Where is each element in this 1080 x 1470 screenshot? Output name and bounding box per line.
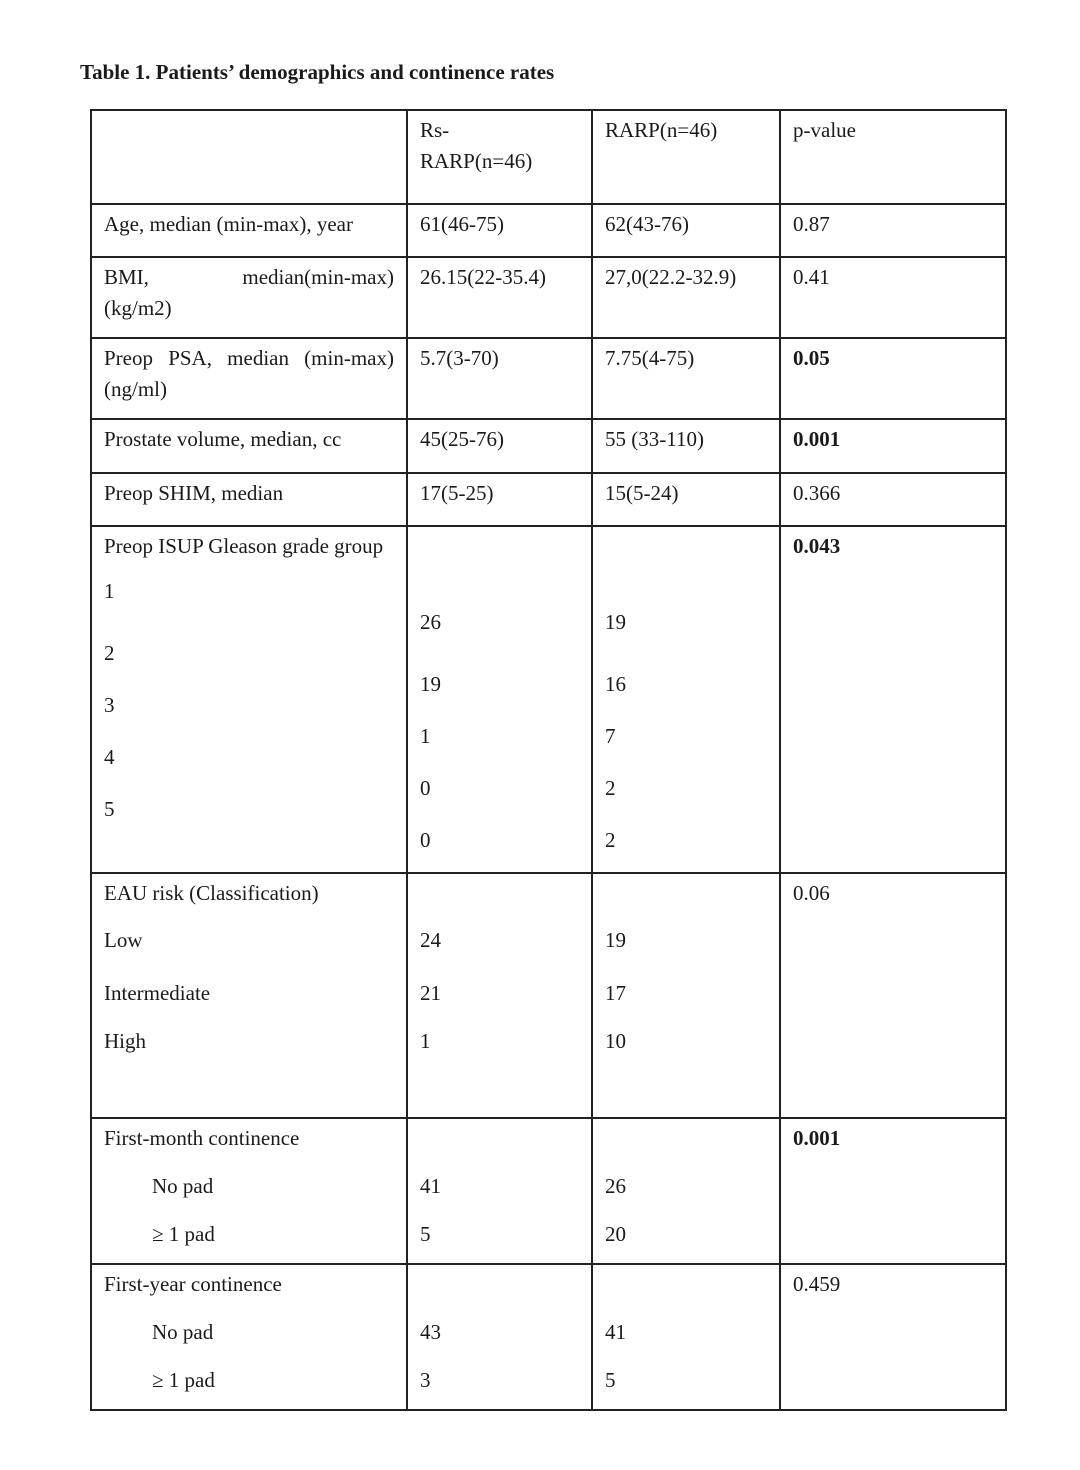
month-category: ≥ 1 pad	[152, 1222, 215, 1246]
row-label-part: (kg/m2)	[104, 296, 172, 320]
p-value: 0.366	[780, 473, 1006, 526]
rs-rarp-value: 45(25-76)	[407, 419, 592, 473]
rarp-value	[592, 526, 780, 873]
p-value: 0.06	[780, 873, 1006, 1118]
row-label	[91, 1264, 407, 1410]
isup-rarp-count: 19	[605, 610, 626, 634]
year-category: No pad	[152, 1320, 214, 1344]
header-rs-rarp-line2: RARP(n=46)	[420, 149, 533, 173]
header-empty-cell	[91, 110, 407, 204]
year-rarp-count: 41	[605, 1320, 626, 1344]
eau-category: Low	[104, 928, 143, 952]
rs-rarp-value	[407, 1264, 592, 1410]
rarp-value: 27,0(22.2-32.9)	[592, 257, 780, 338]
row-label: Preop SHIM, median	[91, 473, 407, 526]
year-category: ≥ 1 pad	[152, 1368, 215, 1392]
rarp-value	[592, 1118, 780, 1264]
month-rs-count: 41	[420, 1174, 441, 1198]
p-value: 0.001	[780, 419, 1006, 473]
header-rarp: RARP(n=46)	[592, 110, 780, 204]
isup-rarp-count: 2	[605, 776, 616, 800]
p-value: 0.043	[780, 526, 1006, 873]
row-label: Prostate volume, median, cc	[91, 419, 407, 473]
year-rs-count: 3	[420, 1368, 431, 1392]
isup-rarp-count: 2	[605, 828, 616, 852]
month-rs-count: 5	[420, 1222, 431, 1246]
isup-label: Preop ISUP Gleason grade group	[104, 534, 384, 558]
rarp-value: 7.75(4-75)	[592, 338, 780, 419]
table-row	[91, 473, 1006, 526]
p-value: 0.41	[780, 257, 1006, 338]
rarp-value: 15(5-24)	[592, 473, 780, 526]
isup-rs-count: 0	[420, 776, 431, 800]
isup-grade: 4	[104, 745, 115, 769]
row-label	[91, 257, 407, 338]
p-value: 0.001	[780, 1118, 1006, 1264]
header-rs-rarp-line1: Rs-	[420, 118, 450, 142]
month-label: First-month continence	[104, 1126, 300, 1150]
isup-grade: 3	[104, 693, 115, 717]
eau-rs-count: 21	[420, 981, 441, 1005]
month-category: No pad	[152, 1174, 214, 1198]
eau-category: High	[104, 1029, 146, 1053]
table-row	[91, 873, 1006, 1118]
isup-rs-count: 26	[420, 610, 441, 634]
eau-rarp-count: 10	[605, 1029, 626, 1053]
isup-grade: 1	[104, 579, 115, 603]
table-row	[91, 204, 1006, 257]
table-caption: Table 1. Patients’ demographics and continence rates	[80, 60, 555, 84]
isup-grade: 5	[104, 797, 115, 821]
rs-rarp-value: 5.7(3-70)	[407, 338, 592, 419]
eau-rarp-count: 19	[605, 928, 626, 952]
rarp-value: 55 (33-110)	[592, 419, 780, 473]
isup-rarp-count: 16	[605, 672, 626, 696]
eau-rarp-count: 17	[605, 981, 626, 1005]
eau-rs-count: 1	[420, 1029, 431, 1053]
row-label	[91, 1118, 407, 1264]
row-label: Preop PSA, median (min-max) (ng/ml)	[91, 338, 407, 419]
row-label-part: median(min-max)	[242, 265, 394, 289]
year-rarp-count: 5	[605, 1368, 616, 1392]
header-rs-rarp	[407, 110, 592, 204]
p-value: 0.459	[780, 1264, 1006, 1410]
rs-rarp-value	[407, 873, 592, 1118]
eau-rs-count: 24	[420, 928, 441, 952]
eau-category: Intermediate	[104, 981, 211, 1005]
eau-label: EAU risk (Classification)	[104, 881, 319, 905]
table-row	[91, 257, 1006, 338]
table-row	[91, 338, 1006, 419]
isup-rs-count: 1	[420, 724, 431, 748]
isup-rs-count: 0	[420, 828, 431, 852]
isup-rs-count: 19	[420, 672, 441, 696]
rs-rarp-value	[407, 526, 592, 873]
row-label-part: BMI,	[104, 265, 149, 289]
table-row	[91, 419, 1006, 473]
rarp-value	[592, 1264, 780, 1410]
rs-rarp-value: 61(46-75)	[407, 204, 592, 257]
isup-rarp-count: 7	[605, 724, 616, 748]
header-row	[91, 110, 1006, 204]
p-value: 0.05	[780, 338, 1006, 419]
rarp-value: 62(43-76)	[592, 204, 780, 257]
rs-rarp-value: 26.15(22-35.4)	[407, 257, 592, 338]
year-rs-count: 43	[420, 1320, 441, 1344]
row-label	[91, 526, 407, 873]
p-value: 0.87	[780, 204, 1006, 257]
table-row	[91, 1264, 1006, 1410]
month-rarp-count: 26	[605, 1174, 626, 1198]
month-rarp-count: 20	[605, 1222, 626, 1246]
header-p-value: p-value	[780, 110, 1006, 204]
year-label: First-year continence	[104, 1272, 282, 1296]
rs-rarp-value	[407, 1118, 592, 1264]
table-row	[91, 526, 1006, 873]
table-row	[91, 1118, 1006, 1264]
row-label: Age, median (min-max), year	[91, 204, 407, 257]
demographics-table	[90, 109, 1007, 1411]
rarp-value	[592, 873, 780, 1118]
rs-rarp-value: 17(5-25)	[407, 473, 592, 526]
row-label	[91, 873, 407, 1118]
isup-grade: 2	[104, 641, 115, 665]
